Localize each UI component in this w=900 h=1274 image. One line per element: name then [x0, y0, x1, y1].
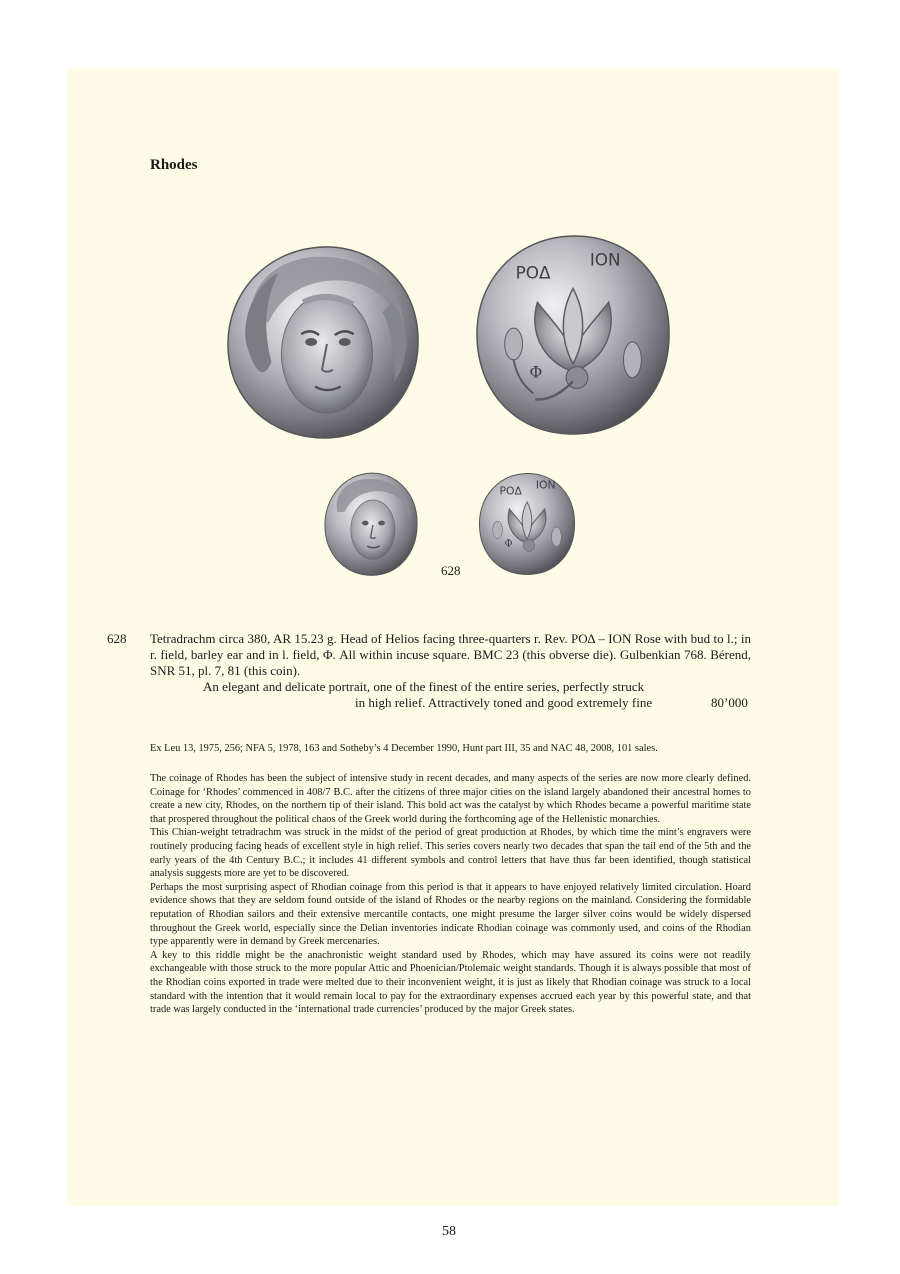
coin-reverse-large — [474, 232, 672, 438]
page-number: 58 — [442, 1224, 456, 1239]
section-title: Rhodes — [150, 157, 198, 173]
lot-description — [150, 631, 751, 679]
lot-comment-line-1: An elegant and delicate portrait, one of the finest of the entire series, perfectly struck — [203, 679, 645, 694]
essay — [150, 772, 751, 1017]
lot-description-text: Tetradrachm circa 380, AR 15.23 g. Head of Helios facing three-quarters r. Rev. ΡΟΔ – ΙΟΝ Rose with bud to l.; in r. field, barley ear and in l. field, Φ. All within incuse square. BMC 23 (this obverse die). Gulbenkian 768. Bérend, SNR 51, pl. 7, 81 (this coin). — [150, 631, 751, 678]
phi-symbol: Φ — [504, 538, 513, 550]
coin-legend-right: ΙΟΝ — [535, 478, 556, 492]
rose-coin-icon — [478, 472, 576, 576]
provenance: Ex Leu 13, 1975, 256; NFA 5, 1978, 163 and Sotheby’s 4 December 1990, Hunt part III, 35 and NAC 48, 2008, 101 sales. — [150, 743, 658, 754]
essay-paragraph: Perhaps the most surprising aspect of Rhodian coinage from this period is that it appears to have enjoyed relatively limited circulation. Hoard evidence shows that they are seldom found outside of the island of Rhodes or the nearby regions on the mainland. Considering the formidable reputation of Rhodian sailors and their extensive mercantile contacts, one might presume the larger silver coins would be widely dispersed throughout the Greek world, especially since the Delian inventories indicate Rhodian coinage was commonly used, and coins of the Rhodian type apparently were in demand by Greek mercenaries. — [150, 881, 751, 948]
coin-legend-left: ΡΟΔ — [515, 262, 551, 283]
lot-number: 628 — [107, 631, 127, 646]
helios-head-coin-icon — [323, 471, 419, 577]
lot-comment-line-2: in high relief. Attractively toned and good extremely fine — [355, 695, 653, 710]
phi-symbol: Φ — [529, 362, 543, 382]
coin-legend-left: ΡΟΔ — [499, 484, 522, 498]
essay-paragraph: A key to this riddle might be the anachronistic weight standard used by Rhodes, which may have assured its coins were not readily exchangeable with those struck to the more popular Attic and Phoenician/Ptolemaic weight standards. Though it is always possible that most of the Rhodian coins exported in trade were melted due to their inconvenient weight, it is just as likely that Rhodian coinage was struck to a local standard with the intention that it would remain local to pay for the extraordinary expenses accrued each year by this powerful state, and that trade was largely conducted in the ‘international trade currencies’ produced by the major Greek states. — [150, 949, 751, 1016]
coin-legend-right: ΙΟΝ — [589, 249, 621, 270]
coin-reverse-small — [478, 472, 576, 576]
helios-head-coin-icon — [224, 242, 422, 442]
coin-obverse-small — [323, 471, 419, 577]
lot-estimate: 80’000 — [711, 695, 748, 710]
plate-number: 628 — [441, 563, 461, 578]
essay-paragraph: This Chian-weight tetradrachm was struck in the midst of the period of great production at Rhodes, by which time the mint’s engravers were routinely producing facing heads of excellent style in high relief. This series covers nearly two decades that span the tail end of the 5th and the early years of the 4th Century B.C.; it includes 41 different symbols and control letters that have thus far been identified, though statistical analysis suggests more are yet to be discovered. — [150, 827, 751, 880]
rose-coin-icon — [474, 232, 672, 438]
coin-obverse-large — [224, 242, 422, 442]
essay-paragraph: The coinage of Rhodes has been the subject of intensive study in recent decades, and many aspects of the series are now more clearly defined. Coinage for ‘Rhodes’ commenced in 408/7 B.C. after the citizens of three major cities on the island largely abandoned their ancestral homes to create a new city, Rhodes, on the northern tip of their island. This bold act was the catalyst by which Rhodes became a powerful maritime state that prospered throughout the political chaos of the Greek world during the forthcoming age of the Hellenistic monarchies. — [150, 773, 751, 825]
